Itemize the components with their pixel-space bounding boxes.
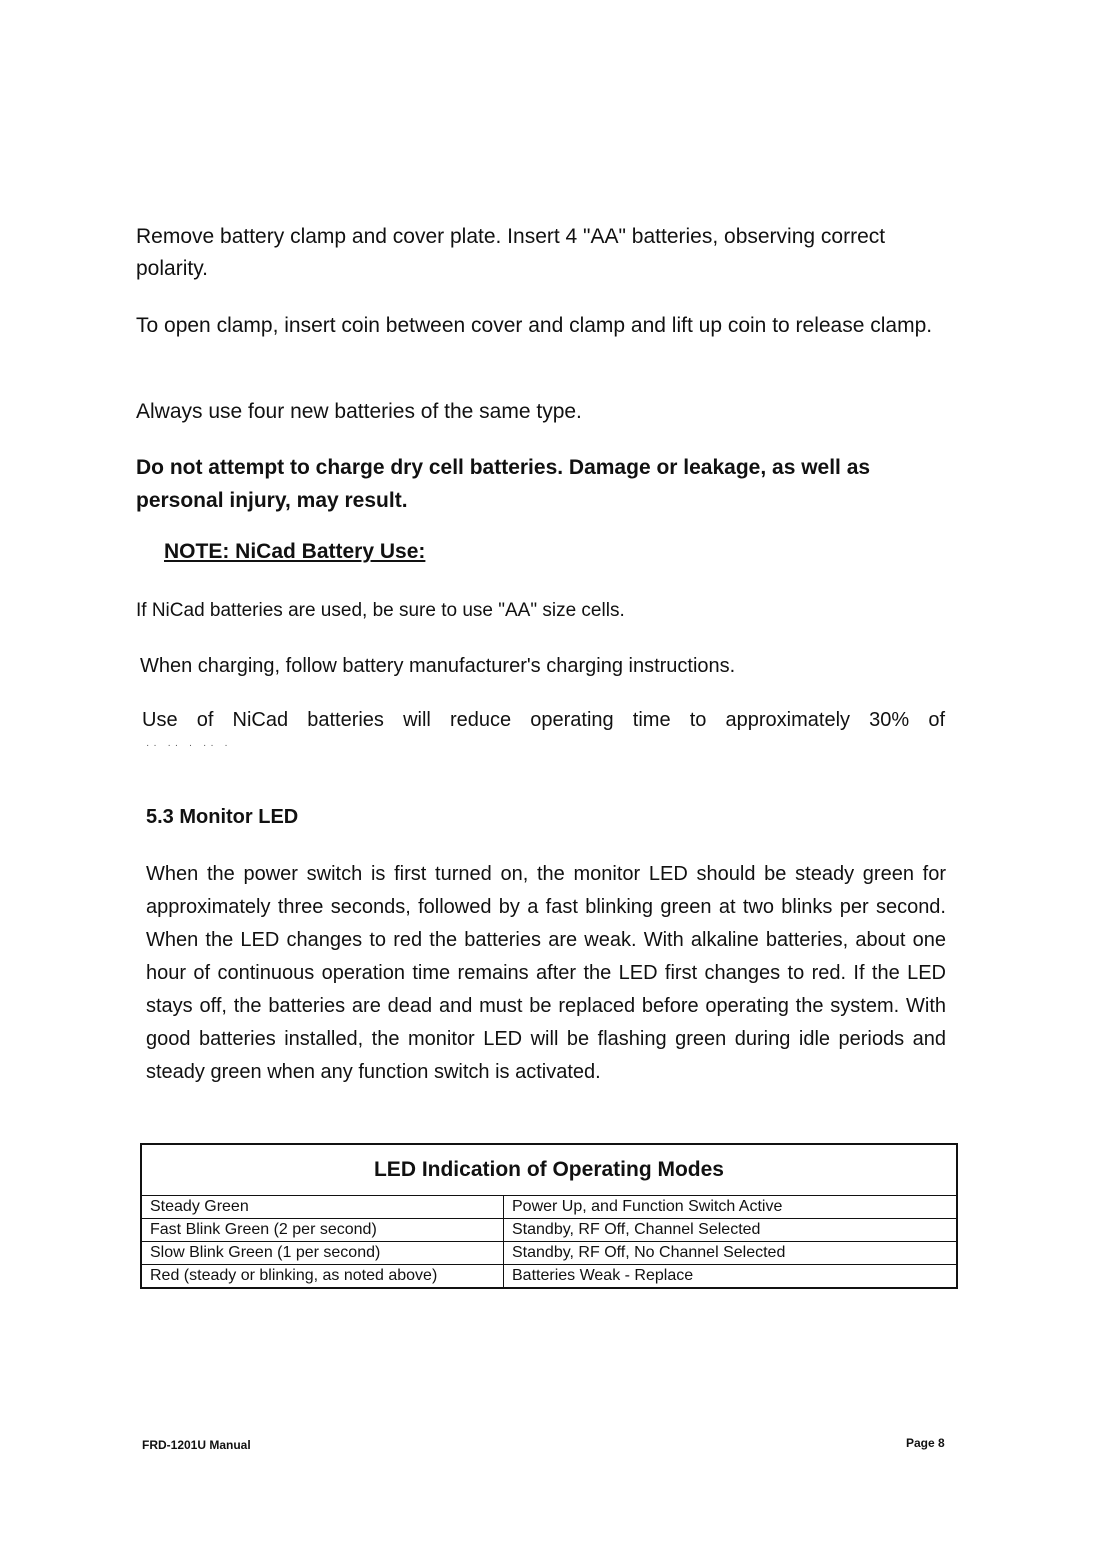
battery-type-paragraph: Always use four new batteries of the same type. bbox=[136, 400, 582, 423]
table-title: LED Indication of Operating Modes bbox=[141, 1144, 957, 1196]
led-indication-cell: Fast Blink Green (2 per second) bbox=[141, 1219, 504, 1242]
operating-mode-cell: Standby, RF Off, Channel Selected bbox=[504, 1219, 958, 1242]
operating-mode-cell: Batteries Weak - Replace bbox=[504, 1265, 958, 1289]
monitor-led-description: When the power switch is first turned on, the monitor LED should be steady green for approximately three seconds, followed by a fast blinking green at two blinks per second. When the LED changes to red the batteries are weak. With alkaline batteries, about one hour of continuous operation time remains after the LED first changes to red. If the LED stays off, the batteries are dead and must be replaced before operating the system. With good batteries installed, the monitor LED will be flashing green during idle periods and steady green when any function switch is activated. bbox=[146, 863, 946, 1083]
operating-mode-cell: Standby, RF Off, No Channel Selected bbox=[504, 1242, 958, 1265]
table-title-row bbox=[141, 1144, 957, 1196]
charge-warning: Do not attempt to charge dry cell batteries. Damage or leakage, as well as personal injury, may result. bbox=[136, 456, 871, 512]
nicad-size-line: If NiCad batteries are used, be sure to use "AA" size cells. bbox=[136, 600, 625, 621]
footer-page-number: Page 8 bbox=[906, 1436, 945, 1450]
nicad-note-heading: NOTE: NiCad Battery Use: bbox=[164, 540, 426, 563]
clamp-open-paragraph: To open clamp, insert coin between cover and clamp and lift up coin to release clamp. bbox=[136, 314, 933, 337]
battery-install-paragraph: Remove battery clamp and cover plate. Insert 4 "AA" batteries, observing correct polarity. bbox=[136, 225, 886, 280]
cropped-text-fragment: ·· ·· · ·· · bbox=[146, 740, 232, 751]
section-heading-monitor-led: 5.3 Monitor LED bbox=[146, 806, 299, 828]
led-indication-cell: Steady Green bbox=[141, 1196, 504, 1219]
led-indication-cell: Red (steady or blinking, as noted above) bbox=[141, 1265, 504, 1289]
table-row bbox=[141, 1196, 957, 1219]
nicad-charging-line: When charging, follow battery manufacturer's charging instructions. bbox=[140, 655, 736, 677]
footer-manual-name: FRD-1201U Manual bbox=[142, 1438, 251, 1452]
led-modes-table bbox=[140, 1143, 958, 1289]
operating-mode-cell: Power Up, and Function Switch Active bbox=[504, 1196, 958, 1219]
table-row bbox=[141, 1242, 957, 1265]
led-indication-cell: Slow Blink Green (1 per second) bbox=[141, 1242, 504, 1265]
table-row bbox=[141, 1265, 957, 1289]
nicad-operating-time-line: Use of NiCad batteries will reduce operating time to approximately 30% of bbox=[142, 709, 945, 731]
table-row bbox=[141, 1219, 957, 1242]
